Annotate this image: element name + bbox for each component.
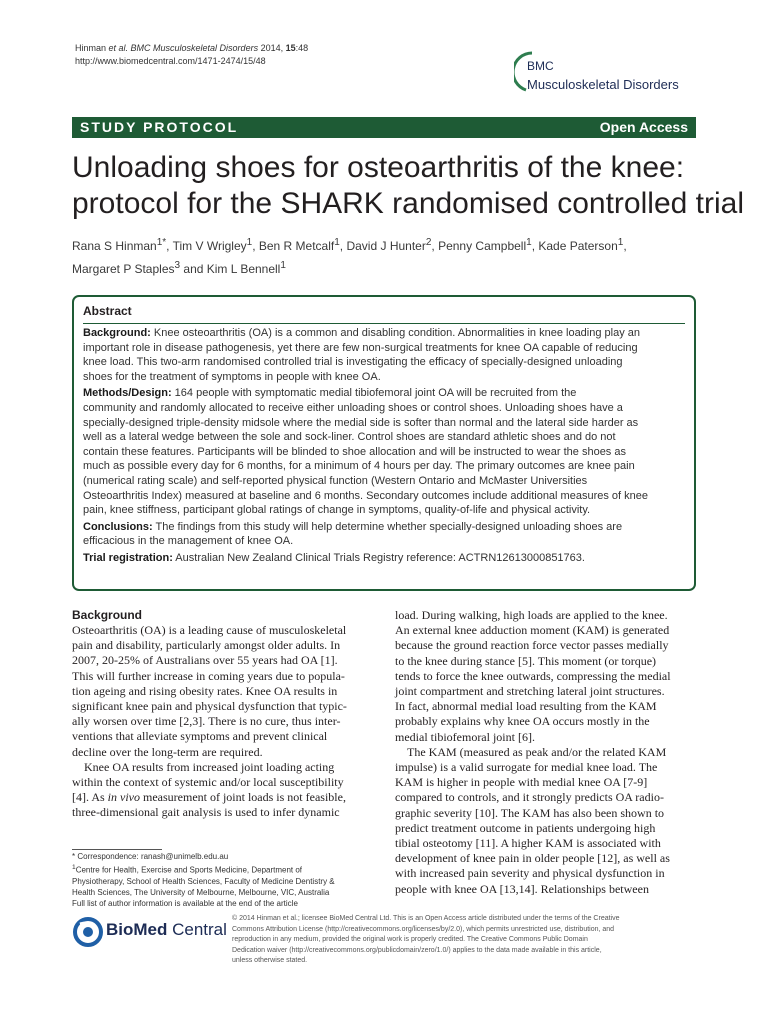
full-author-info-note: Full list of author information is available at the end of the article — [72, 898, 298, 908]
body-line: significant knee pain and physical dysfunction that typic- — [72, 699, 347, 714]
body-line: tion ageing and rising obesity rates. Knee OA results in — [72, 683, 338, 698]
body-line: Osteoarthritis (OA) is a leading cause of musculoskeletal — [72, 623, 347, 637]
cite-pages: :48 — [295, 43, 309, 53]
cite-journal: et al. BMC Musculoskeletal Disorders — [108, 43, 259, 53]
body-text: measurement of joint loads is not feasible, — [140, 790, 346, 805]
biomed-logo-regular: Central — [167, 920, 227, 939]
article-title — [72, 150, 744, 222]
body-line: within the context of systemic and/or local susceptibility — [72, 775, 344, 790]
correspondence-line — [72, 851, 390, 862]
body-line — [72, 790, 390, 805]
body-line: compared to controls, and it strongly predicts OA radio- — [395, 790, 664, 805]
abstract-line: contain these features. Participants will be blinded to shoe allocation and will be instructed to wear the shoes as — [83, 445, 626, 458]
body-line: joint compartment and stretching lateral joint structures. — [395, 684, 665, 699]
author-affil: 1 — [334, 237, 340, 248]
license-line: unless otherwise stated. — [232, 957, 308, 964]
body-line: ventions that alleviate symptoms and prevent clinical — [72, 729, 328, 744]
abstract-line: knee load. This two-arm randomised controlled trial is investigating the efficacy of specially-designed unloading — [83, 356, 623, 369]
correspondence-label: * Correspondence: — [72, 852, 141, 861]
body-line: decline over the long-term are required. — [72, 744, 263, 759]
abstract-methods — [83, 386, 688, 517]
abstract-line: pain, knee stiffness, participant global ratings of change in symptoms, quality-of-life and physical activity. — [83, 504, 591, 517]
license-line: reproduction in any medium, provided the original work is properly credited. The Creative Commons Public Domain — [232, 936, 588, 943]
author-name: , Ben R Metcalf — [252, 239, 335, 253]
abstract-trial-registration — [83, 551, 688, 566]
abstract-label: Background: — [83, 327, 151, 339]
abstract-label: Trial registration: — [83, 551, 173, 564]
abstract-divider — [83, 323, 685, 324]
biomed-swirl-icon — [72, 916, 104, 948]
abstract-label: Conclusions: — [83, 520, 153, 533]
body-line: medial tibiofemoral joint [6]. — [395, 729, 535, 744]
author-affil: 2 — [425, 237, 432, 248]
abstract-line: Osteoarthritis Index) measured at baseline and 6 months. Secondary outcomes include additional measures of knee — [83, 489, 648, 502]
footnotes — [72, 851, 390, 909]
abstract-box — [72, 295, 696, 591]
license-line: Dedication waiver (http://creativecommons.org/publicdomain/zero/1.0/) applies to the data made available in this article, — [232, 946, 602, 954]
body-line: This will further increase in coming years due to popula- — [72, 668, 345, 683]
abstract-line — [83, 326, 688, 341]
affiliation-line: Health Sciences, The University of Melbourne, Melbourne, VIC, Australia — [72, 887, 330, 897]
body-line: people with knee OA [13,14]. Relationships between — [395, 881, 649, 896]
body-line: three-dimensional gait analysis is used to infer dynamic — [72, 805, 340, 820]
open-access-label: Open Access — [599, 119, 688, 135]
citation-line — [75, 43, 308, 53]
author-name: , Tim V Wrigley — [166, 239, 247, 253]
abstract-line: (numerical rating scale) and self-reported physical function (Western Ontario and McMaster Universities — [83, 474, 588, 487]
abstract-line: well as a lateral wedge between the sole and sock-liner. Control shoes are standard athletic shoes and do not — [83, 431, 616, 444]
abstract-line: shoes for the treatment of symptoms in people with knee OA. — [83, 370, 381, 383]
article-type-label: STUDY PROTOCOL — [80, 119, 239, 135]
body-column-left — [72, 608, 390, 821]
body-line: to the knee during stance [5]. This moment (or torque) — [395, 653, 657, 668]
body-line: KAM is higher in people with medial knee OA [7-9] — [395, 775, 648, 790]
author-affil: 1 — [246, 237, 253, 248]
abstract-line: important role in disease pathogenesis, yet there are few non-surgical treatments for knee OA capable of reducing — [83, 341, 638, 354]
body-line: development of knee pain in older people [12], as well as — [395, 851, 670, 866]
body-line: In fact, abnormal medial load resulting from the KAM — [395, 699, 657, 714]
abstract-line: efficacious in the management of knee OA. — [83, 535, 294, 548]
body-line: graphic severity [10]. The KAM has also been shown to — [395, 805, 665, 820]
affiliation-line — [72, 862, 390, 876]
author-line — [72, 256, 712, 279]
section-heading-background: Background — [72, 608, 143, 622]
body-line: Knee OA results from increased joint loading acting — [84, 759, 335, 774]
abstract-content — [83, 326, 688, 568]
affiliation-mark: 1 — [72, 864, 76, 871]
author-name: , Penny Campbell — [431, 239, 527, 253]
abstract-line: much as possible every day for 6 months, for a minimum of 4 hours per day. The primary outcomes are knee pain — [83, 460, 635, 473]
abstract-text: Australian New Zealand Clinical Trials Registry reference: ACTRN12613000851763. — [172, 551, 585, 564]
body-line: ally worsen over time [2,3]. There is no cure, thus inter- — [72, 714, 341, 729]
abstract-line: specially-designed triple-density midsole where the medial side is softer than normal and the lateral side harder as — [83, 416, 639, 429]
author-line — [72, 233, 712, 256]
author-name: Margaret P Staples — [72, 262, 175, 276]
body-column-right — [395, 608, 713, 897]
title-line: protocol for the SHARK randomised controlled trial — [72, 187, 744, 220]
author-affil: 1* — [156, 237, 167, 248]
author-name: and Kim L Bennell — [180, 262, 281, 276]
author-affil: 3 — [174, 260, 181, 271]
author-name: , — [623, 239, 627, 253]
author-affil: 1 — [617, 237, 624, 248]
body-line: predict treatment outcome in patients undergoing high — [395, 820, 656, 835]
body-text: [4]. As — [72, 790, 108, 805]
title-line: Unloading shoes for osteoarthritis of the knee: — [72, 151, 685, 184]
body-line: with increased pain severity and physical dysfunction in — [395, 866, 665, 881]
abstract-text: Knee osteoarthritis (OA) is a common and disabling condition. Abnormalities in knee loading play an — [150, 327, 641, 339]
footnote-divider — [72, 849, 162, 850]
article-type-banner — [72, 117, 696, 138]
journal-logo — [514, 50, 704, 94]
cite-authors: Hinman — [75, 43, 109, 53]
biomed-logo-bold: BioMed — [106, 920, 168, 939]
author-name: Rana S Hinman — [72, 239, 157, 253]
author-name: , David J Hunter — [339, 239, 426, 253]
body-line: impulse) is a valid surrogate for medial knee load. The — [395, 760, 658, 775]
abstract-label: Methods/Design: — [83, 387, 172, 400]
body-line: tends to force the knee outwards, compressing the medial — [395, 668, 671, 683]
affiliation-text: Centre for Health, Exercise and Sports Medicine, Department of — [75, 865, 303, 875]
cite-volume: 15 — [285, 43, 296, 53]
biomed-central-logo — [72, 915, 227, 949]
license-line: © 2014 Hinman et al.; licensee BioMed Central Ltd. This is an Open Access article distributed under the terms of the Creative — [232, 915, 620, 922]
abstract-line — [83, 386, 688, 401]
cite-year: 2014, — [258, 43, 286, 53]
logo-journal-name: Musculoskeletal Disorders — [527, 77, 679, 92]
abstract-heading: Abstract — [83, 304, 132, 318]
abstract-text: 164 people with symptomatic medial tibiofemoral joint OA will be recruited from the — [171, 387, 577, 400]
abstract-conclusions — [83, 520, 688, 549]
abstract-line — [83, 520, 688, 535]
body-line: tibial osteotomy [11]. A higher KAM is associated with — [395, 836, 661, 851]
abstract-line: community and randomly allocated to receive either unloading shoes or control shoes. Unloading shoes have a — [83, 401, 623, 414]
body-line: because the ground reaction force vector passes medially — [395, 638, 669, 653]
license-line: Commons Attribution License (http://creativecommons.org/licenses/by/2.0), which permits unrestricted use, distribution, and — [232, 925, 615, 933]
body-line: probably explains why knee OA occurs mostly in the — [395, 714, 650, 729]
author-list — [72, 233, 712, 279]
author-name: , Kade Paterson — [531, 239, 618, 253]
body-line: pain and disability, particularly amongst older adults. In — [72, 638, 341, 653]
logo-brand-text: BMC — [527, 59, 554, 73]
license-text — [232, 914, 702, 967]
author-affil: 1 — [526, 237, 532, 248]
affiliation-line: Physiotherapy, School of Health Sciences, Faculty of Medicine Dentistry & — [72, 876, 335, 886]
body-line: 2007, 20-25% of Australians over 55 years had OA [1]. — [72, 653, 338, 668]
article-url-link[interactable]: http://www.biomedcentral.com/1471-2474/15/48 — [75, 56, 266, 66]
author-affil: 1 — [280, 260, 286, 271]
abstract-background — [83, 326, 688, 384]
body-line: The KAM (measured as peak and/or the related KAM — [407, 744, 667, 759]
correspondence-email-link[interactable]: ranash@unimelb.edu.au — [140, 852, 229, 861]
biomed-logo-text — [106, 920, 227, 940]
body-line: load. During walking, high loads are applied to the knee. — [395, 608, 668, 622]
abstract-text: The findings from this study will help determine whether specially-designed unloading shoes are — [152, 520, 623, 533]
abstract-line — [83, 551, 688, 566]
body-italic: in vivo — [107, 790, 140, 805]
body-line: An external knee adduction moment (KAM) is generated — [395, 623, 670, 638]
